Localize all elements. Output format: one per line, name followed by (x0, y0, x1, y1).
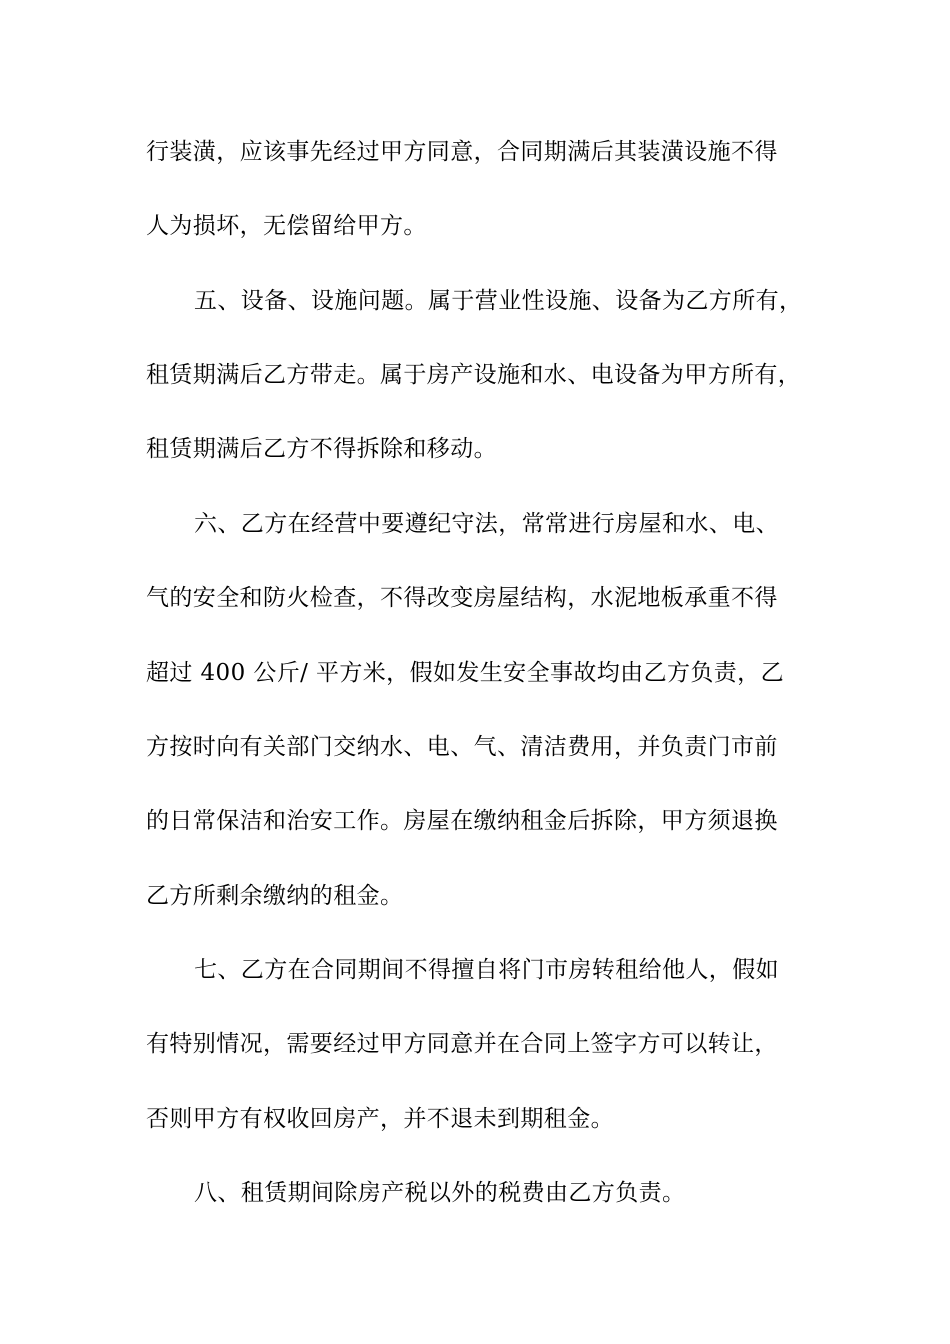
text-line: 租赁期满后乙方不得拆除和移动。 (146, 436, 497, 462)
paragraph-start-line: 七、乙方在合同期间不得擅自将门市房转租给他人，假如 (194, 957, 779, 983)
paragraph-start-line: 八、租赁期间除房产税以外的税费由乙方负责。 (194, 1180, 686, 1206)
paragraph-start-line: 五、设备、设施问题。属于营业性设施、设备为乙方所有， (194, 288, 803, 314)
text-line: 乙方所剩余缴纳的租金。 (146, 883, 404, 909)
text-line: 方按时向有关部门交纳水、电、气、清洁费用，并负责门市前 (146, 734, 778, 760)
text-line: 人为损坏，无偿留给甲方。 (146, 213, 427, 239)
text-line: 有特别情况，需要经过甲方同意并在合同上签字方可以转让， (146, 1031, 778, 1057)
text-line: 超过 400 公斤/ 平方米，假如发生安全事故均由乙方负责，乙 (146, 660, 784, 686)
text-line: 的日常保洁和治安工作。房屋在缴纳租金后拆除，甲方须退换 (146, 808, 778, 834)
text-line: 气的安全和防火检查，不得改变房屋结构，水泥地板承重不得 (146, 585, 778, 611)
paragraph-start-line: 六、乙方在经营中要遵纪守法，常常进行房屋和水、电、 (194, 511, 779, 537)
text-line: 行装潢，应该事先经过甲方同意，合同期满后其装潢设施不得 (146, 139, 778, 165)
text-line: 否则甲方有权收回房产，并不退未到期租金。 (146, 1106, 614, 1132)
text-line: 租赁期满后乙方带走。属于房产设施和水、电设备为甲方所有， (146, 362, 802, 388)
